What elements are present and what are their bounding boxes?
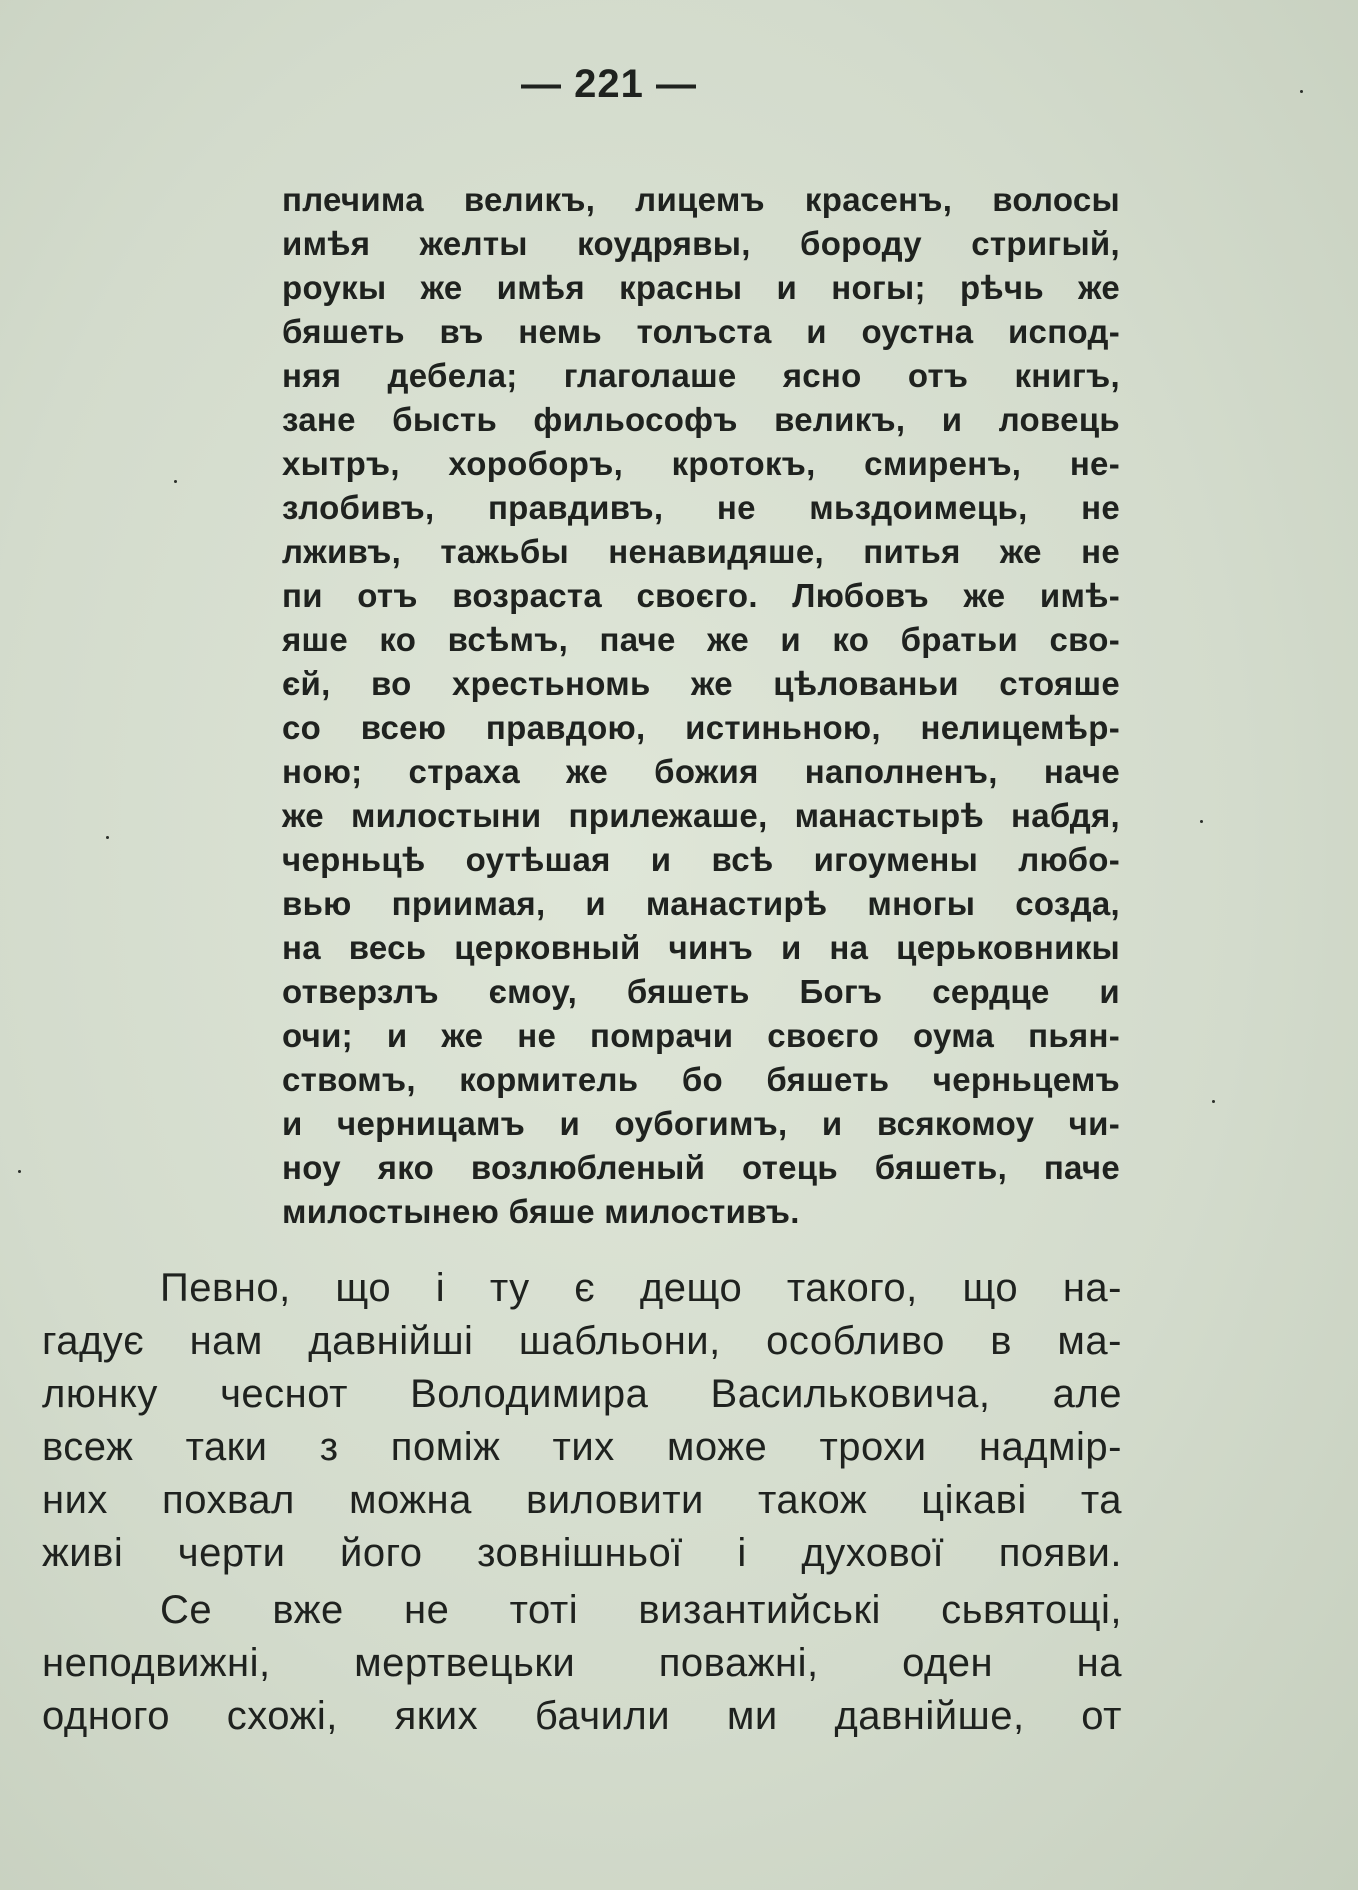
quote-line: ною; страха же божия наполненъ, наче: [282, 753, 1120, 790]
quote-line: ноу яко возлюбленый отець бяшеть, паче: [282, 1149, 1120, 1186]
quote-line: отверзлъ ємоу, бяшеть Богъ сердце и: [282, 973, 1120, 1010]
paper-speck: [1200, 820, 1203, 823]
paper-speck: [106, 836, 109, 839]
body-line: гадує нам давнійші шабльони, особливо в ма-: [42, 1319, 1122, 1363]
quote-line: єй, во хрестьномь же цѣлованьи стояше: [282, 665, 1120, 702]
body-line: живі черти його зовнішньої і духової появи.: [42, 1531, 1122, 1575]
quote-line: ствомъ, кормитель бо бяшеть черньцемъ: [282, 1061, 1120, 1098]
body-paragraphs: [42, 1262, 1122, 1743]
body-line: них похвал можна виловити також цікаві та: [42, 1478, 1122, 1522]
quoted-old-text-block: [282, 178, 1120, 1234]
body-line: Се вже не тоті византийські сьвятощі,: [160, 1588, 1122, 1632]
quote-line: лживъ, тажьбы ненавидяше, питья же не: [282, 533, 1120, 570]
body-line: одного схожі, яких бачили ми давнійше, от: [42, 1694, 1122, 1738]
quote-line: роукы же имѣя красны и ногы; рѣчь же: [282, 269, 1120, 306]
quote-line: зане бысть фильософъ великъ, и ловець: [282, 401, 1120, 438]
quote-line: черньцѣ оутѣшая и всѣ игоумены любо-: [282, 841, 1120, 878]
quote-line: и черницамъ и оубогимъ, и всякомоу чи-: [282, 1105, 1120, 1142]
quote-line: злобивъ, правдивъ, не мьздоимець, не: [282, 489, 1120, 526]
quote-line: хытръ, хороборъ, кротокъ, смиренъ, не-: [282, 445, 1120, 482]
quote-line: имѣя желты коудрявы, бороду стригый,: [282, 225, 1120, 262]
quote-line: плечима великъ, лицемъ красенъ, волосы: [282, 181, 1120, 218]
quote-line: няя дебела; глаголаше ясно отъ книгъ,: [282, 357, 1120, 394]
quote-line: пи отъ возраста своєго. Любовъ же имѣ-: [282, 577, 1120, 614]
body-line: неподвижні, мертвецьки поважні, оден на: [42, 1641, 1122, 1685]
paper-speck: [1300, 90, 1303, 93]
quote-line: же милостыни прилежаше, манастырѣ набдя,: [282, 797, 1120, 834]
quote-line: на весь церковный чинъ и на церьковникы: [282, 929, 1120, 966]
body-line: всеж таки з поміж тих може трохи надмір-: [42, 1425, 1122, 1469]
quote-line: со всею правдою, истиньною, нелицемѣр-: [282, 709, 1120, 746]
quote-line: бяшеть въ немь толъста и оустна испод-: [282, 313, 1120, 350]
page-number: — 221 —: [521, 62, 697, 106]
quote-line: очи; и же не помрачи своєго оума пьян-: [282, 1017, 1120, 1054]
quote-line: яше ко всѣмъ, паче же и ко братьи сво-: [282, 621, 1120, 658]
body-line: Певно, що і ту є дещо такого, що на-: [160, 1266, 1122, 1310]
body-line: люнку чеснот Володимира Васильковича, але: [42, 1372, 1122, 1416]
quote-line: милостынею бяше милостивъ.: [282, 1193, 800, 1230]
paper-speck: [174, 480, 177, 483]
paper-speck: [1212, 1100, 1215, 1103]
quote-line: вью приимая, и манастирѣ многы созда,: [282, 885, 1120, 922]
paper-speck: [18, 1170, 21, 1173]
